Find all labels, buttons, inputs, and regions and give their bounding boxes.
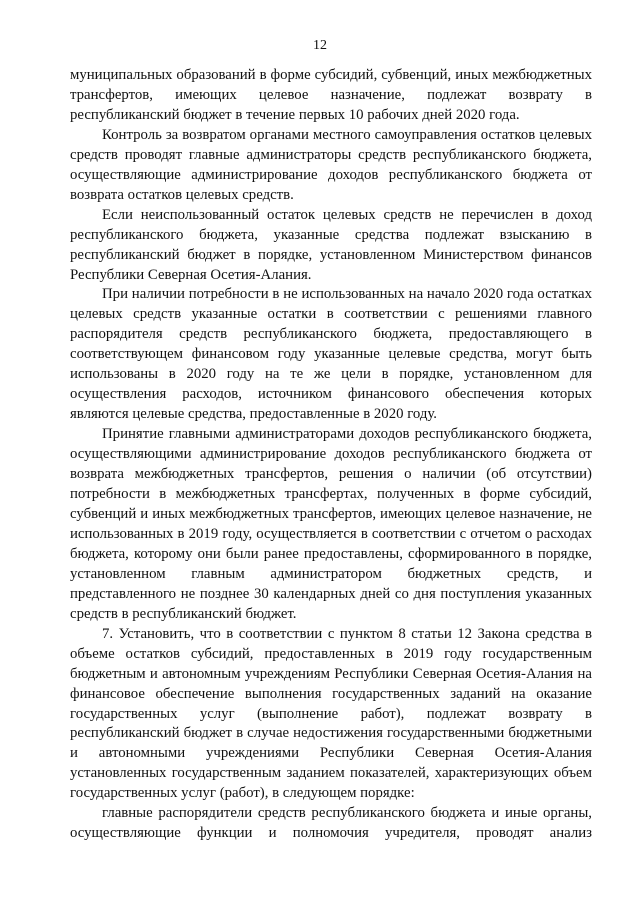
page-number: 12 — [313, 38, 327, 53]
paragraph-analysis: главные распорядители средств республиканского бюджета и иные органы, осуществляющие функции и полномочия учредителя, проводят анализ — [70, 805, 592, 842]
paragraph-returns-continuation: муниципальных образований в форме субсидий, субвенций, иных межбюджетных трансфертов, имеющих целевое назначение, подлежат возврату в республиканский бюджет в течение первых 10 рабочих дней 2020 года. — [70, 67, 592, 123]
document-body — [70, 66, 592, 844]
paragraph-item-7: 7. Установить, что в соответствии с пунктом 8 статьи 12 Закона средства в объеме остатков субсидий, предоставленных в 2019 году государственным бюджетным и автономным учреждениям Республики Северная Осетия-Алания на финансовое обеспечение выполнения государственных заданий на оказание государственных услуг (выполнение работ), подлежат возврату в республиканский бюджет в случае недостижения государственными бюджетными и автономными учреждениями Республики Северная Осетия-Алания установленных государственным заданием показателей, характеризующих объем государственных услуг (работ), в следующем порядке: — [70, 625, 592, 802]
paragraph-recovery: Если неиспользованный остаток целевых средств не перечислен в доход республиканского бюджета, указанные средства подлежат взысканию в республиканский бюджет в порядке, установленном Министерством финансов Республики Северная Осетия-Алания. — [70, 206, 592, 283]
paragraph-need: При наличии потребности в не использованных на начало 2020 года остатках целевых средств указанные остатки в соответствии с решениями главного распорядителя средств республиканского бюджета, предоставляющего в соответствующем финансовом году указанные целевые средства, могут быть использованы в 2020 году на те же цели в порядке, установленном для осуществления расходов, источником финансового обеспечения которых являются целевые средства, предоставленные в 2020 году. — [70, 286, 592, 423]
paragraph-decision: Принятие главными администраторами доходов республиканского бюджета, осуществляющими администрирование доходов республиканского бюджета от возврата межбюджетных трансфертов, решения о наличии (об отсутствии) потребности в межбюджетных трансфертах, полученных в форме субсидий, субвенций и иных межбюджетных трансфертов, имеющих целевое назначение, не использованных в 2019 году, осуществляется в соответствии с отчетом о расходах бюджета, которому они были ранее предоставлены, сформированного в порядке, установленном главным администратором бюджетных средств, и представленного не позднее 30 календарных дней со дня поступления указанных средств в республиканский бюджет. — [70, 426, 592, 622]
paragraph-control: Контроль за возвратом органами местного самоуправления остатков целевых средств проводят главные администраторы средств республиканского бюджета, осуществляющие администрирование доходов республиканского бюджета от возврата остатков целевых средств. — [70, 126, 592, 203]
